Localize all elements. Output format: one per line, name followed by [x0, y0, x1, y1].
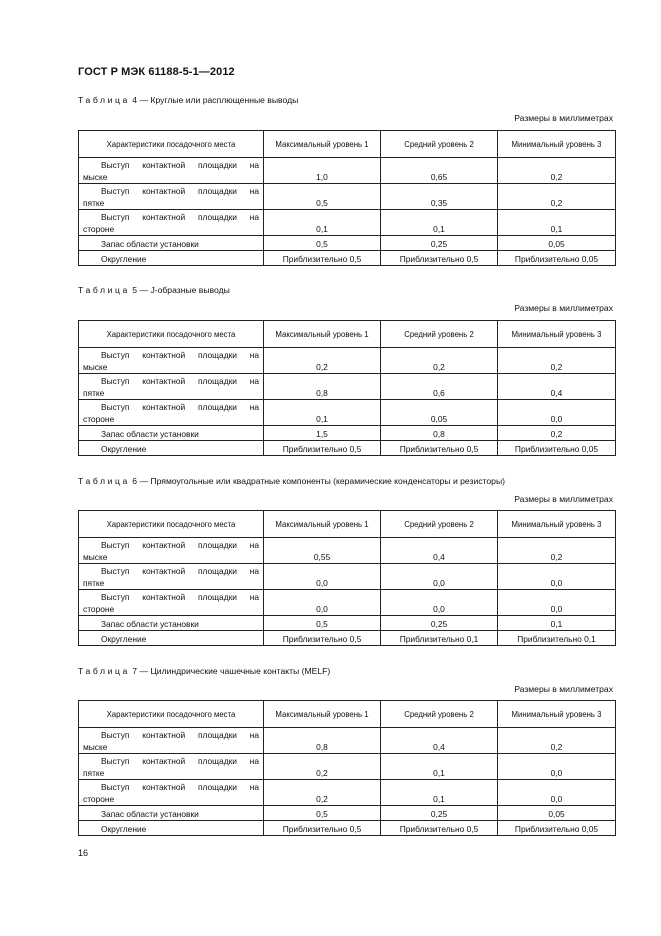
column-header: Максимальный уровень 1 — [264, 321, 381, 348]
table-cell: 0,8 — [381, 426, 498, 441]
table-cell: Приблизительно 0,5 — [381, 821, 498, 836]
table-row — [79, 251, 616, 266]
row-label: Выступ контактной площадки на пятке — [79, 754, 264, 780]
table-row — [79, 158, 616, 184]
data-table — [78, 130, 616, 266]
table-cell: 0,6 — [381, 374, 498, 400]
table-cell: Приблизительно 0,05 — [498, 441, 616, 456]
row-label: Округление — [79, 821, 264, 836]
row-label: Округление — [79, 441, 264, 456]
table-caption-prefix: Таблица — [78, 666, 130, 676]
table-header-row — [79, 511, 616, 538]
table-caption — [78, 285, 230, 295]
table-header-row — [79, 131, 616, 158]
column-header: Характеристики посадочного места — [79, 511, 264, 538]
row-label: Выступ контактной площадки на стороне — [79, 590, 264, 616]
data-table — [78, 510, 616, 646]
table-row — [79, 564, 616, 590]
table-cell: 0,0 — [381, 590, 498, 616]
table-caption-text: — Круглые или расплющенные выводы — [139, 95, 299, 105]
table-cell: Приблизительно 0,5 — [264, 251, 381, 266]
table-caption-text: — Прямоугольные или квадратные компоненты (керамические конденсаторы и резисторы) — [139, 476, 505, 486]
table-row — [79, 210, 616, 236]
table-cell: 0,4 — [381, 728, 498, 754]
table-cell: 0,65 — [381, 158, 498, 184]
table-caption-prefix: Таблица — [78, 476, 130, 486]
table-cell: 1,5 — [264, 426, 381, 441]
table-cell: 0,2 — [264, 348, 381, 374]
table-cell: 0,2 — [498, 426, 616, 441]
column-header: Максимальный уровень 1 — [264, 511, 381, 538]
table-caption-number: 5 — [132, 285, 138, 295]
table-cell: 0,0 — [498, 400, 616, 426]
table-cell: 0,8 — [264, 728, 381, 754]
row-label: Выступ контактной площадки на мыске — [79, 538, 264, 564]
table-row — [79, 806, 616, 821]
column-header: Минимальный уровень 3 — [498, 131, 616, 158]
table-cell: 0,1 — [264, 400, 381, 426]
table-cell: 0,0 — [498, 754, 616, 780]
table-cell: 0,2 — [498, 348, 616, 374]
table-cell: 0,2 — [381, 348, 498, 374]
row-label: Выступ контактной площадки на пятке — [79, 564, 264, 590]
table-cell: 0,0 — [264, 564, 381, 590]
row-label: Выступ контактной площадки на мыске — [79, 728, 264, 754]
table-row — [79, 441, 616, 456]
table-cell: 0,1 — [381, 210, 498, 236]
column-header: Минимальный уровень 3 — [498, 511, 616, 538]
table-caption — [78, 95, 298, 105]
column-header: Средний уровень 2 — [381, 131, 498, 158]
table-cell: Приблизительно 0,05 — [498, 251, 616, 266]
row-label: Округление — [79, 631, 264, 646]
table-cell: 0,25 — [381, 616, 498, 631]
table-row — [79, 631, 616, 646]
table-cell: 0,4 — [498, 374, 616, 400]
table-cell: 0,55 — [264, 538, 381, 564]
table-cell: 0,0 — [264, 590, 381, 616]
column-header: Средний уровень 2 — [381, 701, 498, 728]
units-note: Размеры в миллиметрах — [514, 684, 613, 694]
column-header: Характеристики посадочного места — [79, 131, 264, 158]
table-cell: 0,1 — [498, 616, 616, 631]
column-header: Характеристики посадочного места — [79, 701, 264, 728]
table-cell: 0,0 — [381, 564, 498, 590]
table-row — [79, 780, 616, 806]
table-cell: 1,0 — [264, 158, 381, 184]
table-row — [79, 400, 616, 426]
table-cell: 0,5 — [264, 236, 381, 251]
column-header: Максимальный уровень 1 — [264, 701, 381, 728]
table-cell: 0,5 — [264, 184, 381, 210]
row-label: Выступ контактной площадки на стороне — [79, 780, 264, 806]
table-cell: 0,25 — [381, 236, 498, 251]
table-cell: 0,5 — [264, 616, 381, 631]
table-caption-prefix: Таблица — [78, 95, 130, 105]
table-row — [79, 426, 616, 441]
column-header: Максимальный уровень 1 — [264, 131, 381, 158]
table-cell: 0,05 — [498, 236, 616, 251]
row-label: Выступ контактной площадки на пятке — [79, 374, 264, 400]
row-label: Округление — [79, 251, 264, 266]
table-caption — [78, 666, 330, 676]
table-cell: 0,1 — [264, 210, 381, 236]
table-cell: 0,1 — [381, 780, 498, 806]
table-caption-number: 6 — [132, 476, 138, 486]
table-cell: Приблизительно 0,05 — [498, 821, 616, 836]
table-row — [79, 348, 616, 374]
table-cell: 0,2 — [498, 184, 616, 210]
column-header: Средний уровень 2 — [381, 321, 498, 348]
table-row — [79, 728, 616, 754]
table-cell: Приблизительно 0,1 — [498, 631, 616, 646]
table-cell: 0,35 — [381, 184, 498, 210]
units-note: Размеры в миллиметрах — [514, 113, 613, 123]
table-cell: 0,1 — [381, 754, 498, 780]
table-cell: Приблизительно 0,1 — [381, 631, 498, 646]
table-cell: 0,2 — [498, 538, 616, 564]
units-note: Размеры в миллиметрах — [514, 494, 613, 504]
row-label: Выступ контактной площадки на стороне — [79, 400, 264, 426]
table-row — [79, 184, 616, 210]
table-caption-number: 7 — [132, 666, 138, 676]
units-note: Размеры в миллиметрах — [514, 303, 613, 313]
table-cell: 0,2 — [264, 780, 381, 806]
table-cell: 0,0 — [498, 780, 616, 806]
table-row — [79, 374, 616, 400]
row-label: Выступ контактной площадки на стороне — [79, 210, 264, 236]
row-label: Запас области установки — [79, 426, 264, 441]
table-cell: 0,25 — [381, 806, 498, 821]
table-row — [79, 754, 616, 780]
table-row — [79, 538, 616, 564]
table-cell: 0,8 — [264, 374, 381, 400]
column-header: Минимальный уровень 3 — [498, 321, 616, 348]
table-cell: 0,05 — [498, 806, 616, 821]
data-table — [78, 320, 616, 456]
table-row — [79, 590, 616, 616]
row-label: Выступ контактной площадки на мыске — [79, 348, 264, 374]
table-cell: Приблизительно 0,5 — [264, 441, 381, 456]
table-cell: 0,4 — [381, 538, 498, 564]
table-cell: 0,2 — [498, 728, 616, 754]
row-label: Выступ контактной площадки на мыске — [79, 158, 264, 184]
data-table — [78, 700, 616, 836]
table-caption-text: — J-образные выводы — [139, 285, 230, 295]
table-cell: 0,0 — [498, 564, 616, 590]
table-header-row — [79, 321, 616, 348]
table-cell: 0,2 — [498, 158, 616, 184]
table-cell: Приблизительно 0,5 — [264, 631, 381, 646]
table-cell: Приблизительно 0,5 — [264, 821, 381, 836]
page-number: 16 — [78, 848, 89, 858]
table-row — [79, 236, 616, 251]
table-cell: 0,0 — [498, 590, 616, 616]
row-label: Запас области установки — [79, 616, 264, 631]
table-cell: Приблизительно 0,5 — [381, 441, 498, 456]
column-header: Минимальный уровень 3 — [498, 701, 616, 728]
table-caption-prefix: Таблица — [78, 285, 130, 295]
table-caption — [78, 476, 505, 486]
table-row — [79, 821, 616, 836]
column-header: Средний уровень 2 — [381, 511, 498, 538]
column-header: Характеристики посадочного места — [79, 321, 264, 348]
table-caption-text: — Цилиндрические чашечные контакты (MELF) — [139, 666, 331, 676]
table-cell: 0,2 — [264, 754, 381, 780]
table-cell: Приблизительно 0,5 — [381, 251, 498, 266]
document-title: ГОСТ Р МЭК 61188-5-1—2012 — [78, 66, 235, 78]
table-cell: 0,5 — [264, 806, 381, 821]
table-cell: 0,05 — [381, 400, 498, 426]
row-label: Запас области установки — [79, 806, 264, 821]
table-caption-number: 4 — [132, 95, 138, 105]
table-header-row — [79, 701, 616, 728]
table-row — [79, 616, 616, 631]
row-label: Выступ контактной площадки на пятке — [79, 184, 264, 210]
row-label: Запас области установки — [79, 236, 264, 251]
table-cell: 0,1 — [498, 210, 616, 236]
